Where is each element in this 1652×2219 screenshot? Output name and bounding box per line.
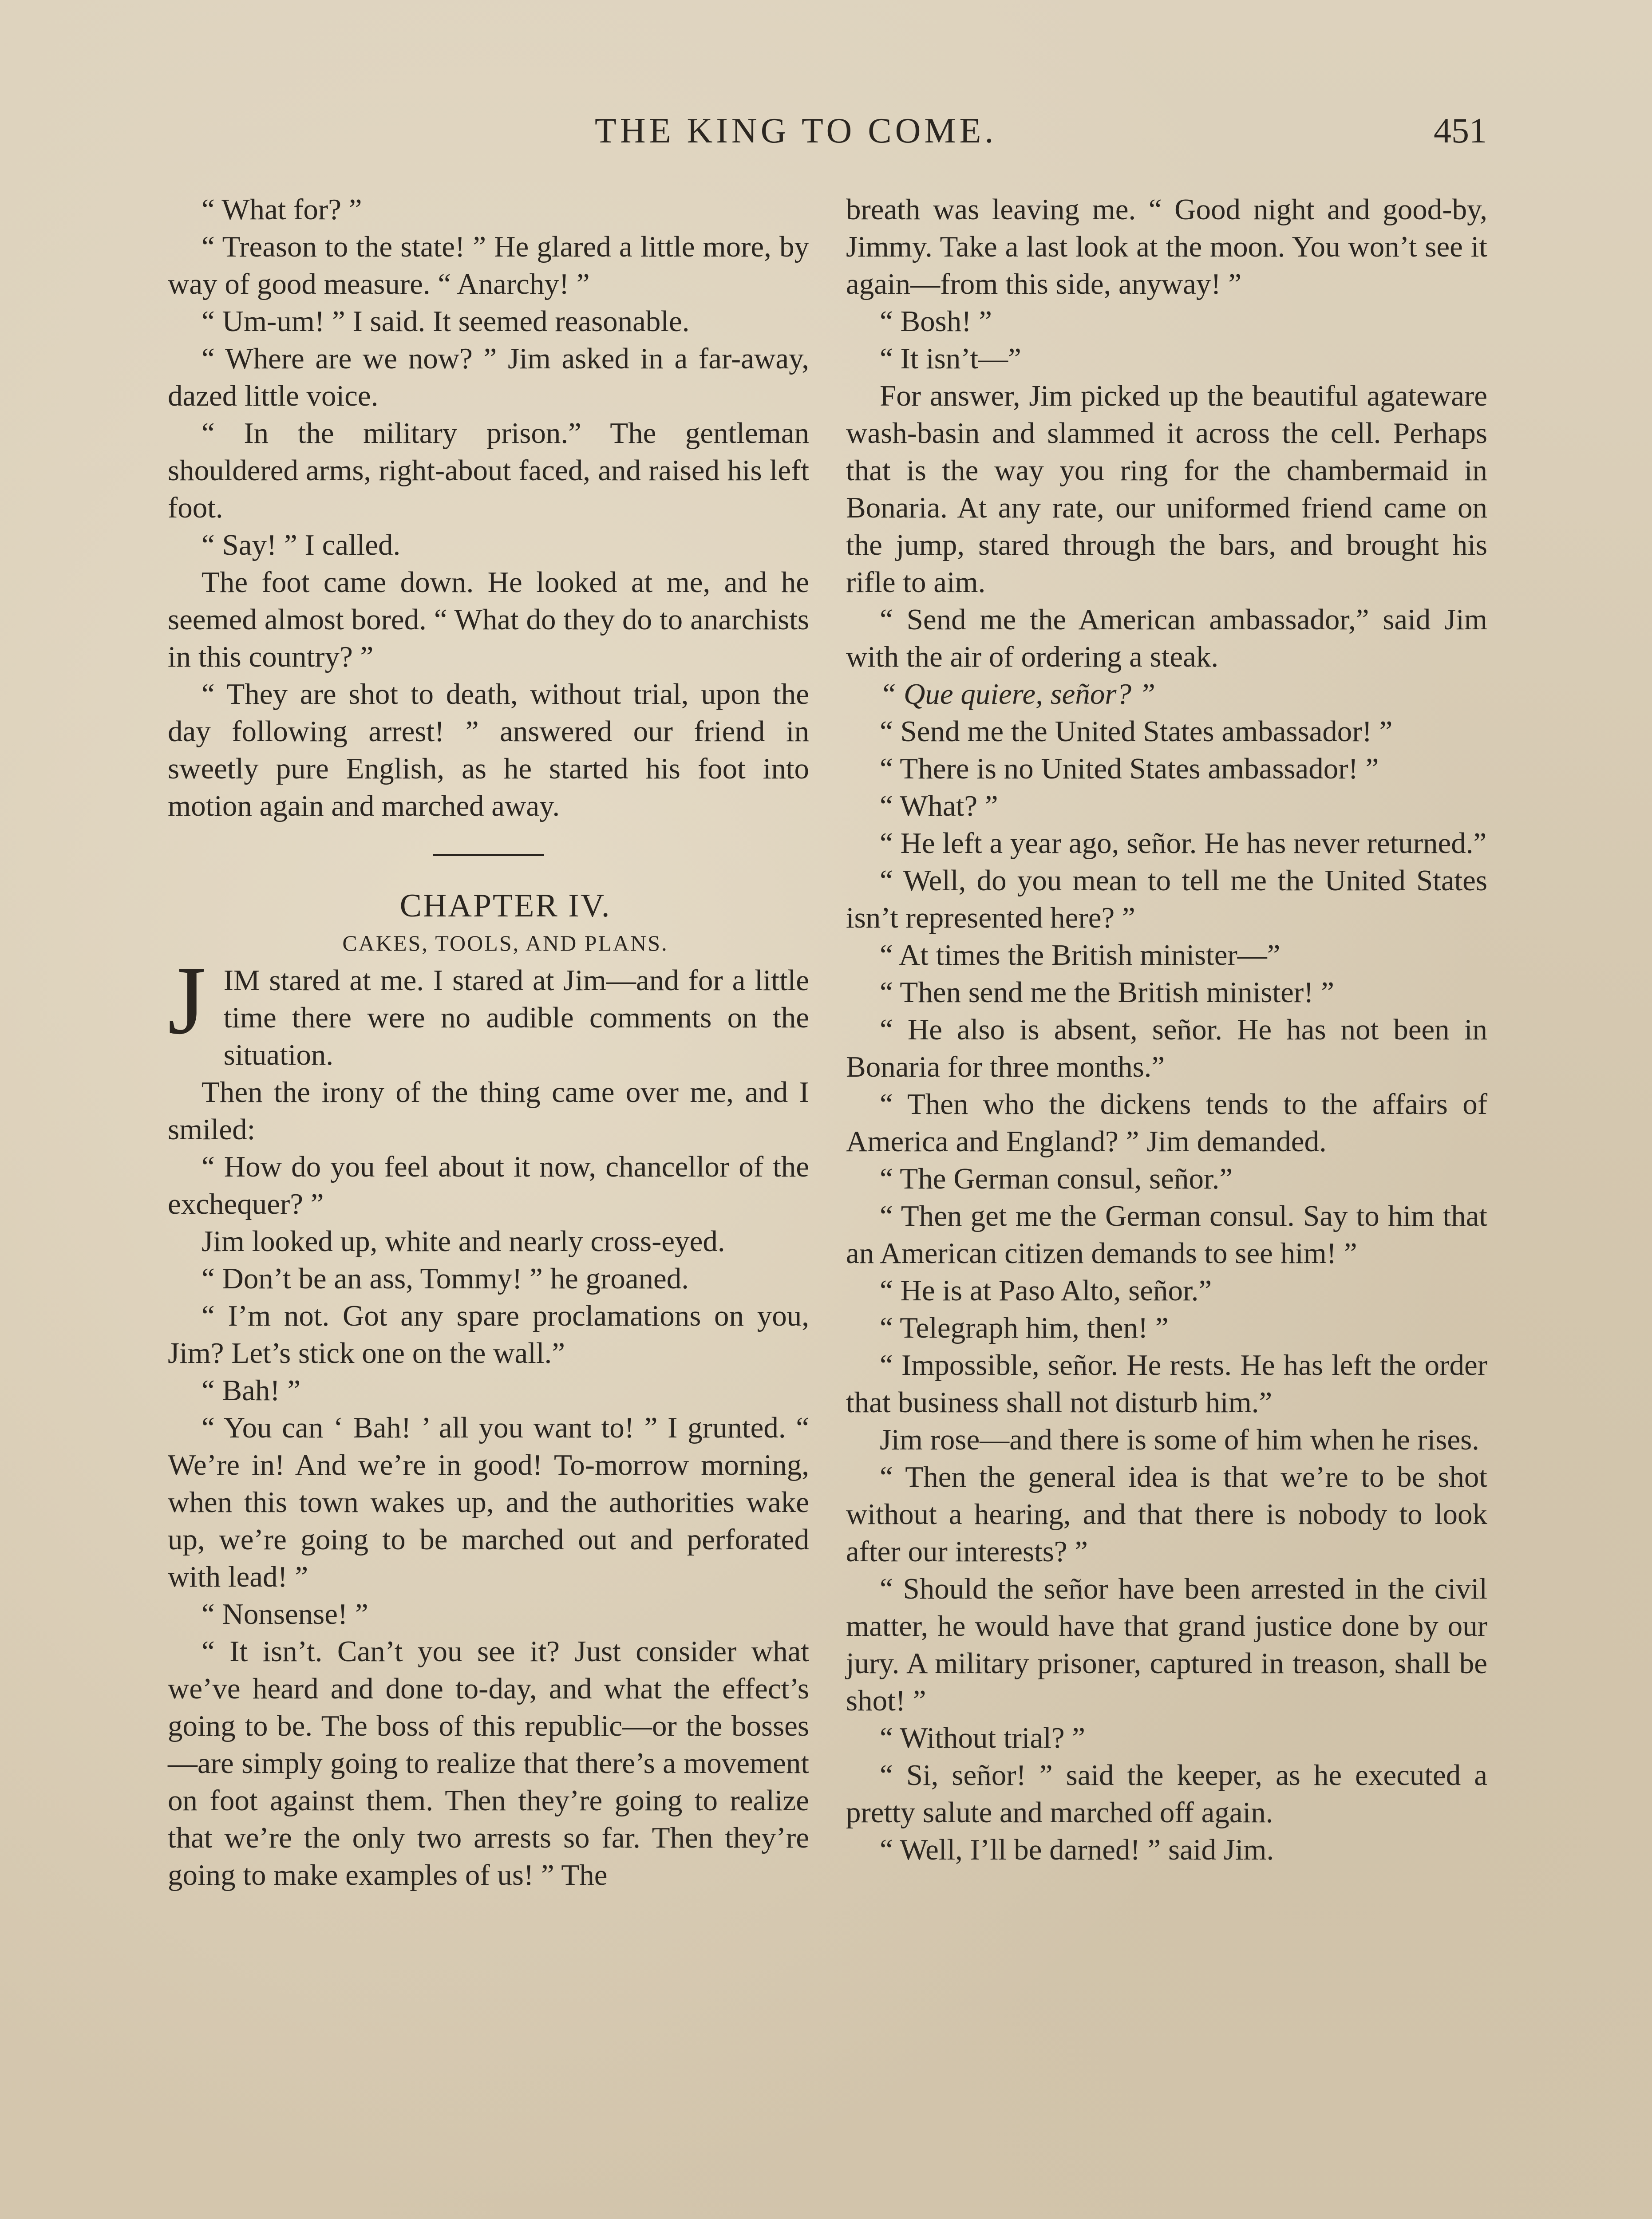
continued-paragraph: breath was leaving me. “ Good night and good-by, Jimmy. Take a last look at the moon. You won’t see it again—from this side, anyway! ” [846,193,1487,300]
paragraph: For answer, Jim picked up the beautiful agateware wash-basin and slammed it across the cell. Perhaps that is the way you ring for the chambermaid in Bonaria. At any rate, our uniformed friend came on the jump, stared through the bars, and brought his rifle to aim. [846,379,1487,599]
paragraph: “ It isn’t—” [880,342,1021,375]
page-number: 451 [1434,111,1487,150]
paragraph: “ Well, do you mean to tell me the United States isn’t represented here? ” [846,864,1487,934]
paragraph: “ I’m not. Got any spare proclamations on you, Jim? Let’s stick one on the wall.” [168,1299,809,1370]
paragraph: “ Then get me the German consul. Say to him that an American citizen demands to see him! ” [846,1200,1487,1270]
running-title: THE KING TO COME. [595,111,997,150]
paragraph: “ Say! ” I called. [202,529,401,561]
right-column [846,191,1487,1868]
drop-cap: J [168,946,206,1054]
paragraph: The foot came down. He looked at me, and he seemed almost bored. “ What do they do to anarchists in this country? ” [168,566,809,673]
chapter-opening-paragraph [168,946,809,1074]
paragraph: “ The German consul, señor.” [880,1162,1233,1195]
paragraph: “ He is at Paso Alto, señor.” [880,1274,1212,1307]
paragraph: “ Send me the United States ambassador! ” [880,715,1393,748]
paragraph: “ What for? ” [202,193,362,226]
paragraph: “ Send me the American ambassador,” said Jim with the air of ordering a steak. [846,603,1487,673]
paragraph: “ Si, señor! ” said the keeper, as he executed a pretty salute and marched off again. [846,1759,1487,1829]
paragraph: Then the irony of the thing came over me, and I smiled: [168,1076,809,1146]
paragraph: “ Impossible, señor. He rests. He has left the order that business shall not disturb him.” [846,1349,1487,1419]
paragraph: “ Should the señor have been arrested in the civil matter, he would have that grand justice done by our jury. A military prisoner, captured in treason, shall be shot! ” [846,1572,1487,1717]
opening-text: IM stared at me. I stared at Jim—and for a little time there were no audible comments on the situation. [223,964,809,1071]
paragraph: “ Without trial? ” [880,1722,1086,1754]
paragraph: “ Treason to the state! ” He glared a little more, by way of good measure. “ Anarchy! ” [168,230,809,300]
paragraph: “ At times the British minister—” [880,939,1280,971]
paragraph: “ Then send me the British minister! ” [880,976,1335,1009]
paragraph: “ Nonsense! ” [202,1598,368,1631]
paragraph: “ How do you feel about it now, chancellor of the exchequer? ” [168,1150,809,1220]
paragraph: “ Then the general idea is that we’re to be shot without a hearing, and that there is nobody to look after our interests? ” [846,1461,1487,1568]
paragraph: “ Then who the dickens tends to the affairs of America and England? ” Jim demanded. [846,1088,1487,1158]
paragraph: “ What? ” [880,790,998,822]
paragraph: “ Telegraph him, then! ” [880,1311,1169,1344]
left-column [168,191,809,1894]
paragraph: “ Where are we now? ” Jim asked in a far-away, dazed little voice. [168,342,809,412]
paragraph: “ Don’t be an ass, Tommy! ” he groaned. [202,1262,689,1295]
section-divider [433,854,544,856]
paragraph: “ They are shot to death, without trial, upon the day following arrest! ” answered our friend in sweetly pure English, as he started his foot into motion again and marched away. [168,678,809,822]
chapter-subtitle: CAKES, TOOLS, AND PLANS. [342,931,668,956]
paragraph: “ It isn’t. Can’t you see it? Just consider what we’ve heard and done to-day, and what the effect’s going to be. The boss of this republic—or the bosses—are simply going to realize that there’s a movement on foot against them. Then they’re going to realize that we’re the only two arrests so far. Then they’re going to make examples of us! ” The [168,1635,809,1891]
chapter-title: CHAPTER IV. [399,888,611,924]
paragraph: “ Bosh! ” [880,305,992,338]
paragraph: “ You can ‘ Bah! ’ all you want to! ” I grunted. “ We’re in! And we’re in good! To-morrow morning, when this town wakes up, and the authorities wake up, we’re going to be marched out and perforated with lead! ” [168,1411,809,1593]
paragraph: Jim rose—and there is some of him when he rises. [880,1423,1479,1456]
paragraph: “ Bah! ” [202,1374,301,1407]
paragraph: “ He left a year ago, señor. He has never returned.” [880,827,1487,860]
paragraph: “ In the military prison.” The gentleman shouldered arms, right-about faced, and raised his left foot. [168,417,809,524]
paragraph: Jim looked up, white and nearly cross-eyed. [202,1225,725,1258]
paragraph: “ He also is absent, señor. He has not been in Bonaria for three months.” [846,1013,1487,1083]
paragraph: “ There is no United States ambassador! ” [880,752,1379,785]
paragraph: “ Well, I’ll be darned! ” said Jim. [880,1833,1274,1866]
paragraph: “ Um-um! ” I said. It seemed reasonable. [202,305,690,338]
paragraph: “ Que quiere, señor? ” [880,678,1155,711]
